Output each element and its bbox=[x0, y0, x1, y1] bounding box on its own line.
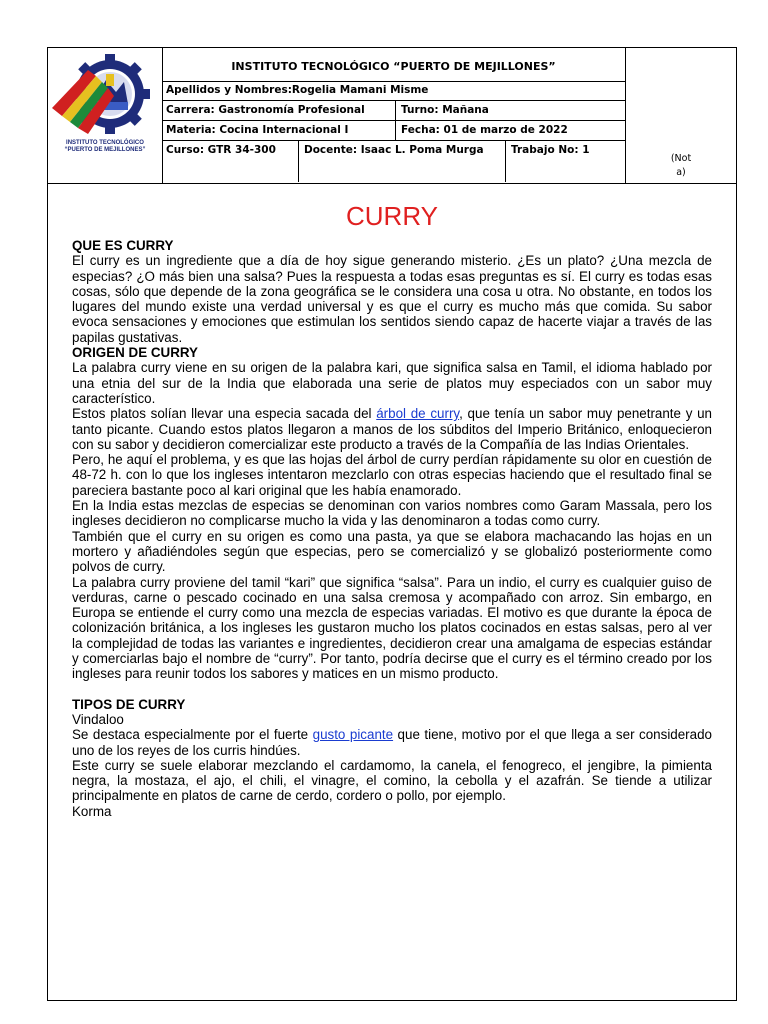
grade-cell bbox=[625, 48, 737, 183]
document-page bbox=[47, 47, 737, 1001]
grade-label-line-2: a) bbox=[676, 167, 686, 178]
subject: Materia: Cocina Internacional I bbox=[166, 124, 349, 136]
document-title: CURRY bbox=[346, 201, 438, 231]
paragraph: Este curry se suele elaborar mezclando el cardamomo, la canela, el fenogreco, el jengibre, la pimienta negra, la mostaza, el ajo, el chili, el vinagre, el comino, la cebolla y el azafrán. Se tiende a utilizar principalmente en platos de carne de cerdo, cordero o pollo, por ejemplo. bbox=[72, 757, 712, 804]
arbol-de-curry-link[interactable]: árbol de curry bbox=[376, 406, 460, 422]
shift: Turno: Mañana bbox=[401, 104, 489, 116]
logo-caption-line-2: “PUERTO DE MEJILLONES” bbox=[64, 147, 146, 153]
logo-caption-line-1: INSTITUTO TECNOLÓGICO bbox=[66, 140, 144, 146]
document-body bbox=[72, 238, 712, 819]
header-table bbox=[48, 48, 736, 184]
course-separator bbox=[298, 141, 299, 182]
institute-title-row bbox=[162, 48, 625, 82]
paragraph-text: Se destaca especialmente por el fuerte bbox=[72, 727, 313, 743]
gusto-picante-link[interactable]: gusto picante bbox=[312, 727, 394, 743]
paragraph-text: Estos platos solían llevar una especia sacada del bbox=[72, 406, 377, 422]
subject-row bbox=[162, 121, 625, 141]
paragraph: La palabra curry viene en su origen de la palabra kari, que significa salsa en Tamil, el idioma hablado por una etnia del sur de la India que elaborada una serie de platos muy especiados con un sabor muy característico. bbox=[72, 360, 712, 406]
date: Fecha: 01 de marzo de 2022 bbox=[401, 124, 568, 136]
paragraph bbox=[72, 727, 712, 758]
paragraph: Pero, he aquí el problema, y es que las hojas del árbol de curry perdían rápidamente su olor en cuestión de 48-72 h. con lo que los ingleses intentaron mezclarlo con otras especias haciendo que el resultado final se pareciera bastante poco al kari original que les había enamorado. bbox=[72, 452, 712, 498]
paragraph: También que el curry en su origen es como una pasta, ya que se elabora machacando las hojas en un mortero y añadiéndoles según que especias, pero se comercializó y se globalizó posteriormente como polvos de curry. bbox=[72, 528, 712, 575]
institute-logo-icon bbox=[48, 48, 162, 140]
student-name: Apellidos y Nombres:Rogelia Mamani Misme bbox=[166, 84, 429, 96]
career-separator bbox=[395, 101, 396, 120]
teacher: Docente: Isaac L. Poma Murga bbox=[304, 144, 484, 156]
section-heading-tipos: TIPOS DE CURRY bbox=[72, 696, 186, 712]
course: Curso: GTR 34-300 bbox=[166, 144, 276, 156]
subheading-vindaloo: Vindaloo bbox=[72, 711, 124, 727]
section-heading-que-es: QUE ES CURRY bbox=[72, 238, 174, 253]
paragraph-text: que tiene, motivo por el que llega a ser considerado uno de los reyes de los curris hindúes. bbox=[72, 727, 712, 758]
grade-label-line-1: (Not bbox=[670, 153, 692, 164]
work-number: Trabajo No: 1 bbox=[511, 144, 590, 156]
logo-cell bbox=[48, 48, 163, 183]
paragraph: La palabra curry proviene del tamil “kari” que significa “salsa”. Para un indio, el curry es cualquier guiso de verduras, carne o pescado cocinado en una salsa cremosa y acompañado con arroz. Sin embargo, en Europa se entiende el curry como una mezcla de especias variadas. El motivo es que durante la época de colonización británica, a los ingleses les gustaron mucho los platos cocinados en estas salsas, pero al ver la complejidad de todas las variantes e ingredientes, decidieron crear una amalgama de especias estándar y comerciarlas bajo el nombre de “curry”. Por tanto, podría decirse que el curry es el término creado por los ingleses para reunir todos los sabores y matices en un mismo producto. bbox=[72, 574, 712, 682]
career-row bbox=[162, 101, 625, 121]
subject-separator bbox=[395, 121, 396, 140]
career: Carrera: Gastronomía Profesional bbox=[166, 104, 365, 116]
institute-title: INSTITUTO TECNOLÓGICO “PUERTO DE MEJILLONES” bbox=[231, 60, 556, 73]
paragraph: El curry es un ingrediente que a día de hoy sigue generando misterio. ¿Es un plato? ¿Una mezcla de especias? ¿O más bien una salsa? Pues la respuesta a todas esas preguntas es sí. El curry es todas esas cosas, sólo que depende de la zona geográfica se le considera una cosa u otra. No obstante, en todos los lugares del mundo existe una verdad universal y es que el curry es mucho más que comida. Su sabor evoca sensaciones y emociones que estimulan los sentidos siendo capaz de hacerte viajar a través de las papilas gustativas. bbox=[72, 253, 712, 345]
teacher-separator bbox=[505, 141, 506, 182]
course-row bbox=[162, 141, 625, 182]
paragraph bbox=[72, 406, 712, 452]
logo-caption bbox=[52, 140, 158, 154]
paragraph: En la India estas mezclas de especias se denominan con varios nombres como Garam Massala, pero los ingleses decidieron no complicarse mucho la vida y las denominaron a todas como curry. bbox=[72, 498, 712, 529]
subheading-korma: Korma bbox=[72, 803, 112, 819]
paragraph-text: , que tenía un sabor muy penetrante y un tanto picante. Cuando estos platos llegaron a manos de los súbditos del Imperio Británico, enloquecieron con su sabor y decidieron comercializar este producto a través de la Compañía de las Indias Orientales. bbox=[72, 406, 712, 452]
spacer bbox=[72, 682, 712, 697]
section-heading-origen: ORIGEN DE CURRY bbox=[72, 345, 198, 361]
grade-label bbox=[666, 152, 696, 180]
name-row bbox=[162, 81, 625, 101]
